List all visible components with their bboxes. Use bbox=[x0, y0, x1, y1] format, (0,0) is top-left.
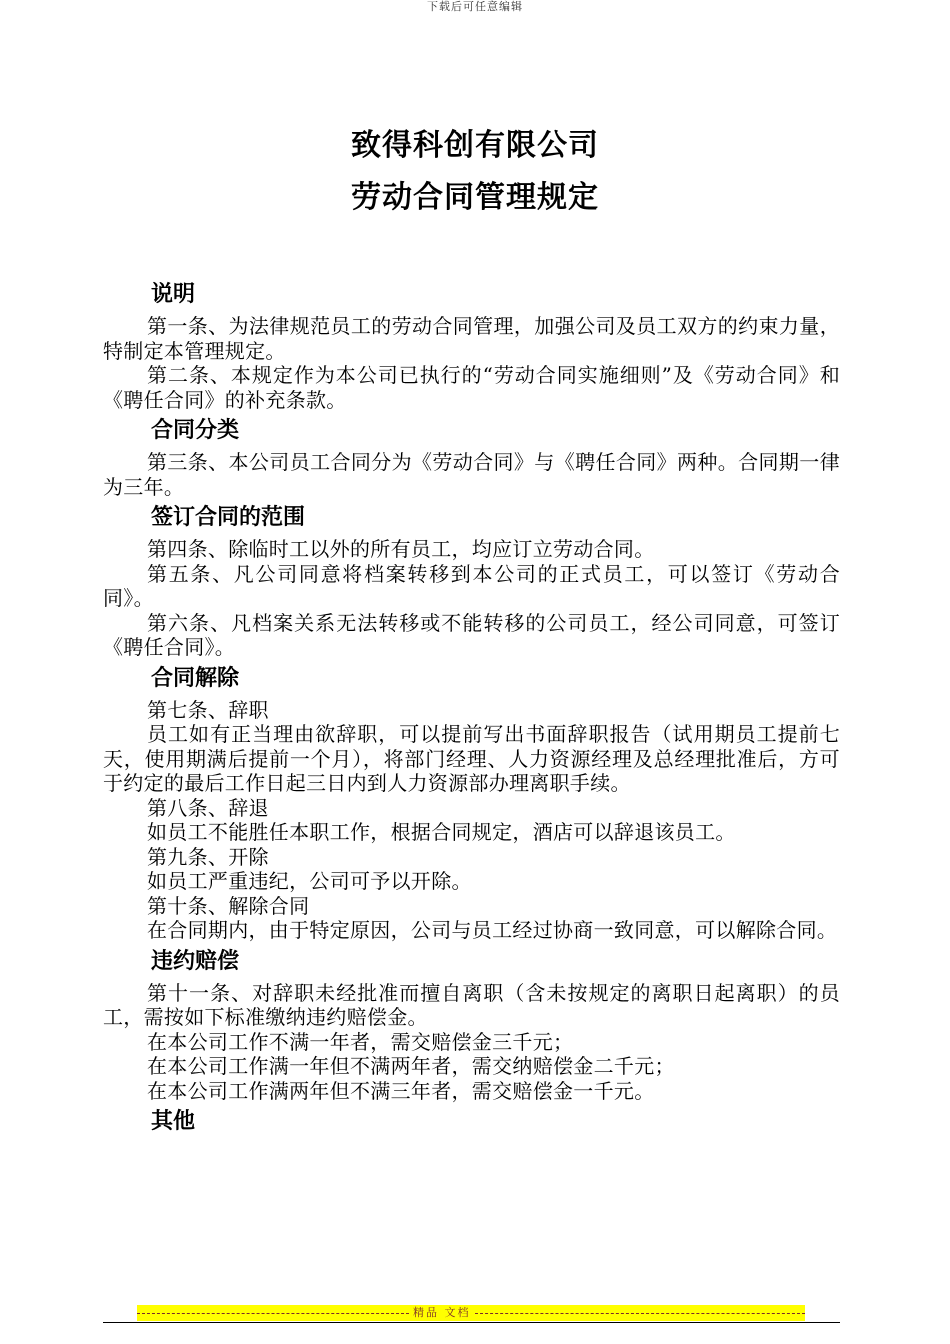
document-title: 致得科创有限公司 bbox=[351, 128, 599, 163]
footer-banner bbox=[137, 1305, 805, 1321]
compensation-tier-2: 在本公司工作满一年但不满两年者，需交纳赔偿金二千元； bbox=[147, 1054, 675, 1078]
article-9-body: 如员工严重违纪，公司可予以开除。 bbox=[147, 869, 472, 893]
compensation-tier-1: 在本公司工作不满一年者，需交赔偿金三千元； bbox=[147, 1029, 574, 1054]
section-heading-explanation: 说明 bbox=[151, 282, 196, 307]
article-9-title: 第九条、开除 bbox=[147, 844, 269, 869]
article-3: 第三条、本公司员工合同分为《劳动合同》与《聘任合同》两种。合同期一律为三年。 bbox=[103, 450, 840, 499]
article-10-title: 第十条、解除合同 bbox=[147, 893, 310, 918]
header-note: 下载后可任意编辑 bbox=[427, 0, 523, 13]
footer-label: 精品 文档 bbox=[413, 1306, 471, 1319]
document-subtitle: 劳动合同管理规定 bbox=[351, 180, 599, 215]
footer-dash-left bbox=[137, 1305, 409, 1321]
article-10-body: 在合同期内，由于特定原因，公司与员工经过协商一致同意，可以解除合同。 bbox=[147, 918, 838, 942]
article-6: 第六条、凡档案关系无法转移或不能转移的公司员工，经公司同意，可签订《聘任合同》。 bbox=[103, 610, 840, 659]
article-5: 第五条、凡公司同意将档案转移到本公司的正式员工，可以签订《劳动合同》。 bbox=[103, 561, 840, 610]
footer-divider bbox=[103, 1322, 840, 1323]
compensation-tier-3: 在本公司工作满两年但不满三年者，需交赔偿金一千元。 bbox=[147, 1078, 655, 1103]
article-1: 第一条、为法律规范员工的劳动合同管理，加强公司及员工双方的约束力量，特制定本管理规定。 bbox=[103, 314, 840, 363]
article-8-title: 第八条、辞退 bbox=[147, 795, 269, 820]
article-11: 第十一条、对辞职未经批准而擅自离职（含未按规定的离职日起离职）的员工，需按如下标准缴纳违约赔偿金。 bbox=[103, 980, 840, 1029]
section-heading-compensation: 违约赔偿 bbox=[151, 948, 240, 974]
article-4: 第四条、除临时工以外的所有员工，均应订立劳动合同。 bbox=[147, 537, 655, 561]
footer-dash-right bbox=[475, 1305, 805, 1321]
article-7-title: 第七条、辞职 bbox=[147, 697, 269, 722]
document-body bbox=[103, 276, 840, 1141]
article-7-body: 员工如有正当理由欲辞职，可以提前写出书面辞职报告（试用期员工提前七天，使用期满后提前一个月），将部门经理、人力资源经理及总经理批准后，方可于约定的最后工作日起三日内到人力资源部办理离职手续。 bbox=[103, 722, 840, 795]
section-heading-scope: 签订合同的范围 bbox=[151, 505, 306, 530]
article-8-body: 如员工不能胜任本职工作，根据合同规定，酒店可以辞退该员工。 bbox=[147, 820, 736, 844]
section-heading-termination: 合同解除 bbox=[151, 665, 240, 691]
section-heading-other: 其他 bbox=[151, 1109, 196, 1134]
section-heading-classification: 合同分类 bbox=[151, 418, 240, 443]
article-2: 第二条、本规定作为本公司已执行的“劳动合同实施细则”及《劳动合同》和《聘任合同》的补充条款。 bbox=[103, 363, 840, 412]
